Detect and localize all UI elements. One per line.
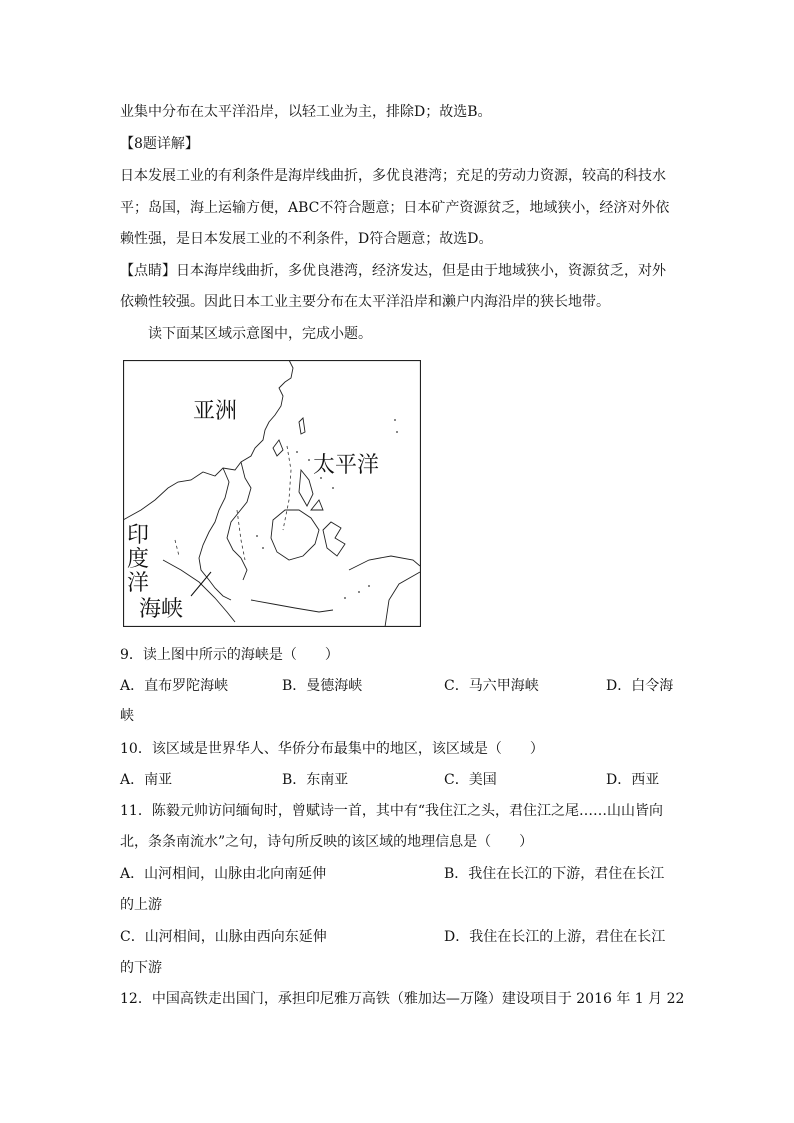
question-10-stem: 10．该区域是世界华人、华侨分布最集中的地区，该区域是（ ） bbox=[120, 741, 544, 757]
paragraph-line: 日本发展工业的有利条件是海岸线曲折，多优良港湾；充足的劳动力资源，较高的科技水 bbox=[120, 168, 666, 184]
q9-option-d: D．白令海 bbox=[606, 678, 674, 694]
q11-option-b: B．我住在长江的下游，君住在长江 bbox=[444, 866, 665, 882]
q11-option-d-continued: 的下游 bbox=[120, 960, 162, 976]
label-indian-ocean-char2: 度 bbox=[127, 547, 150, 572]
label-asia: 亚洲 bbox=[193, 399, 238, 424]
map-border bbox=[124, 361, 421, 627]
paragraph-line: 依赖性较强。因此日本工业主要分布在太平洋沿岸和濑户内海沿岸的狭长地带。 bbox=[120, 294, 610, 310]
question-12-stem: 12．中国高铁走出国门，承担印尼雅万高铁（雅加达—万隆）建设项目于 2016 年 1 月 22 bbox=[120, 991, 685, 1007]
instruction-line: 读下面某区域示意图中，完成小题。 bbox=[148, 326, 372, 342]
q9-option-a: A．直布罗陀海峡 bbox=[120, 678, 229, 694]
label-indian-ocean-char1: 印 bbox=[127, 523, 150, 548]
section-heading: 【8题详解】 bbox=[120, 136, 199, 152]
question-9-stem: 9．读上图中所示的海峡是（ ） bbox=[120, 647, 339, 663]
label-indian-ocean-char3: 洋 bbox=[127, 571, 150, 596]
label-pacific: 太平洋 bbox=[313, 453, 380, 478]
q9-option-b: B．曼德海峡 bbox=[282, 678, 363, 694]
question-11-stem-line1: 11．陈毅元帅访问缅甸时，曾赋诗一首，其中有“我住江之头，君住江之尾……山山皆向 bbox=[120, 803, 663, 819]
paragraph-line: 业集中分布在太平洋沿岸，以轻工业为主，排除D；故选B。 bbox=[120, 104, 492, 120]
paragraph-line: 赖性强，是日本发展工业的不利条件，D符合题意；故选D。 bbox=[120, 231, 493, 247]
label-strait: 海峡 bbox=[139, 597, 184, 622]
q10-option-d: D．西亚 bbox=[606, 772, 660, 788]
q10-option-b: B．东南亚 bbox=[282, 772, 349, 788]
q10-option-a: A．南亚 bbox=[120, 772, 173, 788]
q9-option-c: C．马六甲海峡 bbox=[444, 678, 539, 694]
q11-option-a: A．山河相间，山脉由北向南延伸 bbox=[120, 866, 327, 882]
region-map bbox=[123, 360, 421, 627]
q9-option-d-continued: 峡 bbox=[120, 708, 134, 724]
paragraph-line: 【点睛】日本海岸线曲折，多优良港湾，经济发达，但是由于地域狭小，资源贫乏，对外 bbox=[120, 263, 666, 279]
question-11-stem-line2: 北，条条南流水”之句，诗句所反映的该区域的地理信息是（ ） bbox=[120, 834, 534, 850]
paragraph-line: 平；岛国，海上运输方便，ABC不符合题意；日本矿产资源贫乏，地域狭小，经济对外依 bbox=[120, 200, 670, 216]
q11-option-c: C．山河相间，山脉由西向东延伸 bbox=[120, 929, 327, 945]
q10-option-c: C．美国 bbox=[444, 772, 497, 788]
q11-option-d: D．我住在长江的上游，君住在长江 bbox=[444, 929, 666, 945]
q11-option-b-continued: 的上游 bbox=[120, 897, 162, 913]
